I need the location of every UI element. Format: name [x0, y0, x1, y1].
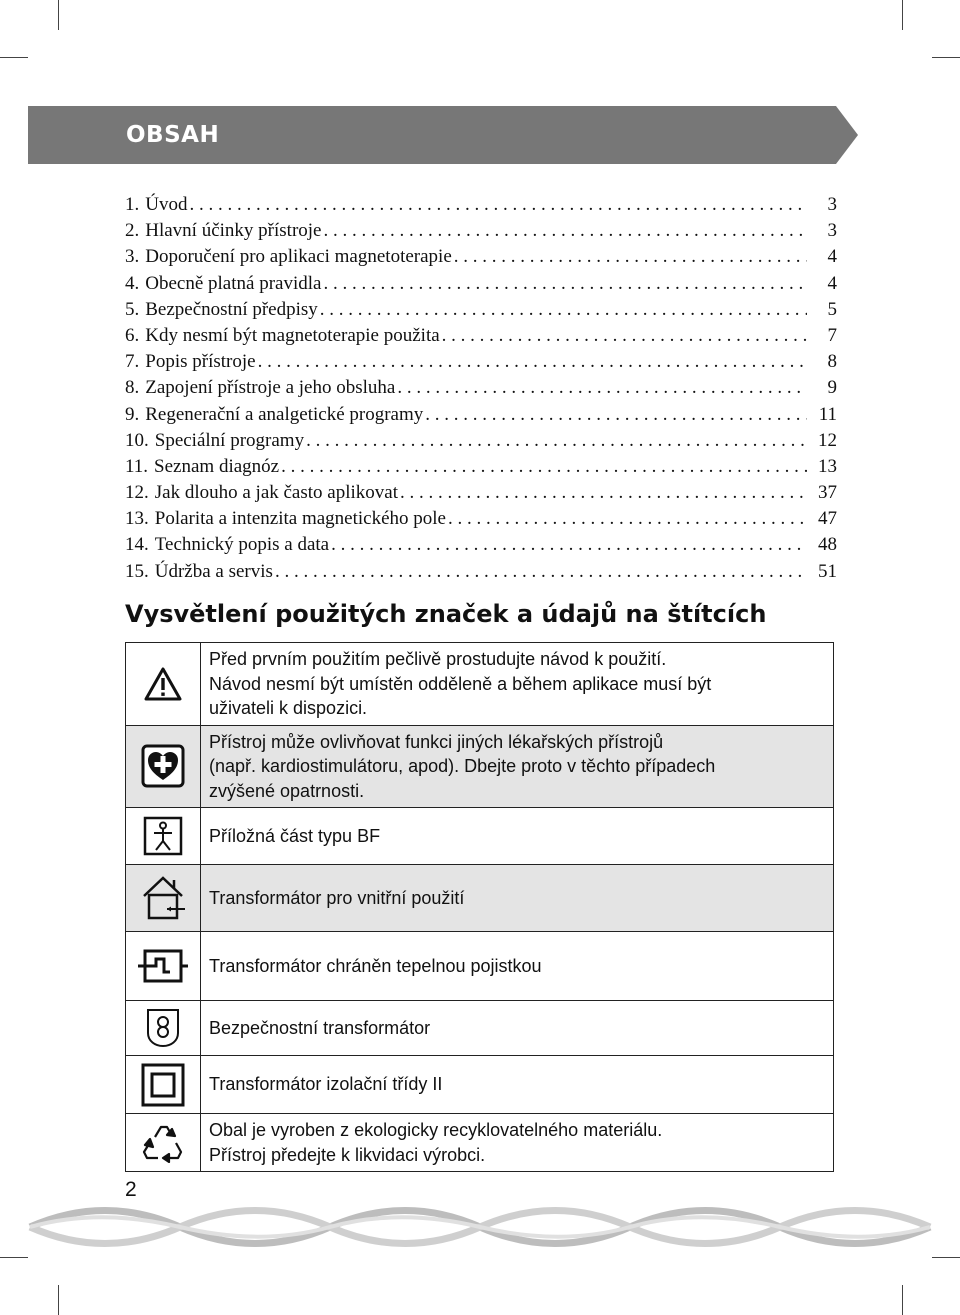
toc-page-number: 11 [818, 403, 837, 425]
symbol-row [126, 643, 834, 726]
symbol-description [201, 643, 834, 726]
symbol-row [126, 865, 834, 932]
toc-number: 4. [125, 272, 140, 294]
toc-page-number: 4 [827, 272, 837, 294]
toc-entry[interactable] [125, 506, 837, 532]
toc-title: Kdy nesmí být magnetoterapie použita [145, 324, 440, 346]
toc-number: 7. [125, 351, 140, 373]
toc-number: 14. [125, 534, 149, 556]
toc-page-number: 48 [818, 534, 837, 556]
toc-entry[interactable] [125, 244, 837, 270]
toc-leader-dots [323, 271, 807, 297]
description-line: Transformátor izolační třídy II [209, 1074, 443, 1095]
toc-page-number: 12 [818, 429, 837, 451]
toc-page-number: 9 [827, 377, 837, 399]
toc-number: 11. [125, 455, 149, 477]
toc-title: Speciální programy [154, 429, 305, 451]
toc-number: 9. [125, 403, 140, 425]
symbol-description [201, 1114, 834, 1172]
symbol-cell [126, 1056, 201, 1114]
description-line: (např. kardiostimulátoru, apod). Dbejte proto v těchto případech [209, 756, 716, 776]
toc-leader-dots [324, 218, 808, 244]
toc-leader-dots [189, 192, 807, 218]
toc-leader-dots [425, 402, 807, 428]
table-of-contents [125, 192, 837, 585]
symbol-cell [126, 932, 201, 1001]
crop-mark [58, 1285, 59, 1315]
symbol-row [126, 1001, 834, 1056]
toc-entry[interactable] [125, 480, 837, 506]
toc-title: Úvod [145, 194, 188, 215]
section-header [28, 106, 858, 164]
toc-leader-dots [442, 323, 807, 349]
toc-leader-dots [454, 244, 807, 270]
crop-mark [0, 57, 28, 58]
warning-triangle-icon [143, 666, 183, 702]
description-line: Návod nesmí být umístěn odděleně a během aplikace musí být [209, 673, 712, 694]
toc-entry[interactable] [125, 271, 837, 297]
symbol-cell [126, 865, 201, 932]
indoor-use-icon [139, 874, 187, 922]
toc-leader-dots [306, 428, 807, 454]
toc-entry[interactable] [125, 402, 837, 428]
description-line: Přístroj může ovlivňovat funkci jiných lékařských přístrojů [209, 731, 664, 752]
toc-entry[interactable] [125, 192, 837, 218]
toc-title: Obecně platná pravidla [145, 272, 322, 294]
toc-page-number: 8 [827, 351, 837, 373]
toc-leader-dots [275, 559, 807, 585]
toc-number: 12. [125, 482, 149, 504]
toc-number: 6. [125, 324, 140, 346]
symbol-description [201, 808, 834, 865]
heart-cross-icon [141, 744, 185, 788]
toc-page-number: 7 [827, 324, 837, 346]
page-number: 2 [125, 1178, 137, 1201]
symbol-cell [126, 643, 201, 726]
symbol-description [201, 865, 834, 932]
symbol-cell [126, 808, 201, 865]
description-line: Transformátor pro vnitřní použití [209, 887, 465, 908]
description-line: Přístroj předejte k likvidaci výrobci. [209, 1144, 486, 1165]
toc-title: Jak dlouho a jak často aplikovat [154, 482, 398, 504]
toc-leader-dots [258, 349, 807, 375]
page-title: OBSAH [126, 122, 220, 148]
toc-title: Hlavní účinky přístroje [145, 220, 322, 242]
thermal-fuse-icon [138, 946, 188, 986]
toc-page-number: 5 [827, 298, 837, 320]
toc-leader-dots [320, 297, 807, 323]
toc-title: Technický popis a data [154, 534, 330, 556]
toc-number: 8. [125, 377, 140, 399]
toc-number: 1. [125, 194, 140, 215]
symbol-description [201, 725, 834, 808]
toc-entry[interactable] [125, 532, 837, 558]
description-line: Příložná část typu BF [209, 825, 381, 846]
toc-leader-dots [331, 532, 807, 558]
symbol-row [126, 808, 834, 865]
toc-title: Popis přístroje [145, 351, 256, 373]
toc-leader-dots [397, 375, 807, 401]
symbol-cell [126, 1001, 201, 1056]
toc-title: Polarita a intenzita magnetického pole [154, 508, 446, 530]
toc-number: 5. [125, 298, 140, 320]
toc-title: Regenerační a analgetické programy [145, 403, 424, 425]
description-line: Před prvním použitím pečlivě prostudujte návod k použití. [209, 649, 667, 669]
description-line: uživateli k dispozici. [209, 698, 368, 718]
toc-number: 3. [125, 246, 140, 268]
toc-page-number: 51 [818, 560, 837, 582]
toc-leader-dots [448, 506, 807, 532]
recycle-icon [141, 1123, 185, 1163]
toc-page-number: 3 [827, 220, 837, 242]
crop-mark [58, 0, 59, 30]
toc-leader-dots [281, 454, 807, 480]
toc-entry[interactable] [125, 297, 837, 323]
decorative-wave [0, 1195, 960, 1265]
toc-entry[interactable] [125, 559, 837, 585]
description-line: Obal je vyroben z ekologicky recyklovatelného materiálu. [209, 1120, 663, 1140]
toc-entry[interactable] [125, 454, 837, 480]
symbol-description [201, 1001, 834, 1056]
toc-page-number: 4 [827, 246, 837, 268]
bf-applied-part-icon [143, 816, 183, 856]
symbols-heading: Vysvětlení použitých značek a údajů na štítcích [125, 600, 767, 628]
toc-number: 15. [125, 560, 149, 582]
class-ii-icon [141, 1063, 185, 1107]
toc-page-number: 13 [818, 455, 837, 477]
toc-page-number: 37 [818, 482, 837, 504]
toc-entry[interactable] [125, 349, 837, 375]
toc-title: Bezpečnostní předpisy [145, 298, 318, 320]
symbol-cell [126, 725, 201, 808]
symbol-description [201, 1056, 834, 1114]
symbols-table [125, 642, 834, 1172]
symbol-row [126, 725, 834, 808]
description-line: Transformátor chráněn tepelnou pojistkou [209, 955, 542, 976]
toc-entry[interactable] [125, 323, 837, 349]
safety-transformer-icon [145, 1007, 181, 1049]
toc-leader-dots [400, 480, 807, 506]
symbol-row [126, 932, 834, 1001]
crop-mark [902, 0, 903, 30]
toc-number: 10. [125, 429, 149, 451]
toc-title: Doporučení pro aplikaci magnetoterapie [145, 246, 452, 268]
toc-page-number: 3 [827, 194, 837, 215]
toc-page-number: 47 [818, 508, 837, 530]
toc-title: Zapojení přístroje a jeho obsluha [145, 377, 396, 399]
description-line: zvýšené opatrnosti. [209, 780, 365, 801]
symbol-cell [126, 1114, 201, 1172]
toc-title: Údržba a servis [154, 560, 273, 582]
toc-number: 13. [125, 508, 149, 530]
crop-mark [902, 1285, 903, 1315]
toc-title: Seznam diagnóz [154, 455, 280, 477]
symbol-row [126, 1114, 834, 1172]
crop-mark [932, 57, 960, 58]
toc-entry[interactable] [125, 218, 837, 244]
toc-number: 2. [125, 220, 140, 242]
toc-entry[interactable] [125, 375, 837, 401]
description-line: Bezpečnostní transformátor [209, 1017, 431, 1038]
symbol-description [201, 932, 834, 1001]
symbol-row [126, 1056, 834, 1114]
toc-entry[interactable] [125, 428, 837, 454]
